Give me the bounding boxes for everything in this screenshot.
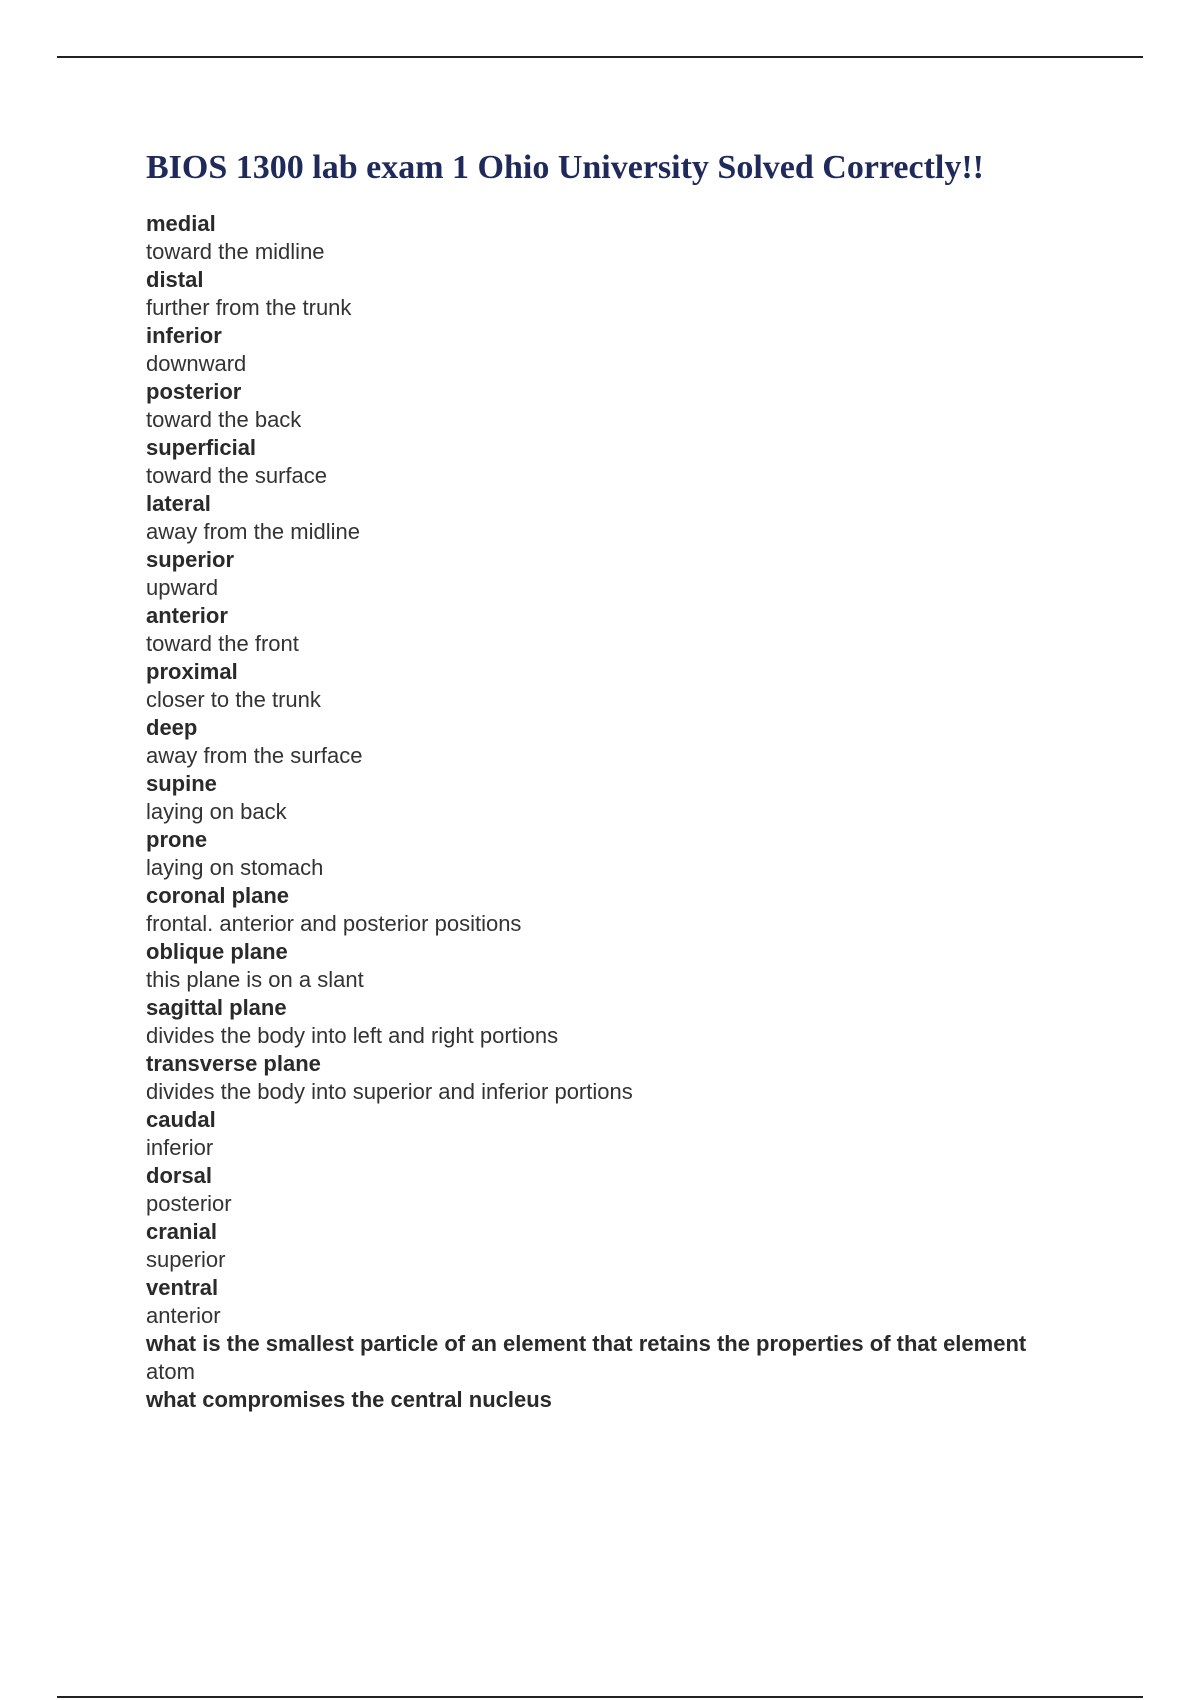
flashcard-entry [146,546,1076,602]
flashcard-entry [146,1386,1076,1414]
definition: away from the midline [146,519,360,544]
term: lateral [146,491,211,516]
definition: laying on stomach [146,855,324,880]
document-title: BIOS 1300 lab exam 1 Ohio University Solved Correctly!! [146,149,984,186]
flashcard-entry [146,266,1076,322]
flashcard-entry [146,210,1076,266]
flashcard-entry [146,322,1076,378]
definition: divides the body into left and right portions [146,1023,559,1048]
flashcard-entry [146,1218,1076,1274]
flashcard-entry [146,770,1076,826]
term: anterior [146,603,228,628]
definition: this plane is on a slant [146,967,364,992]
definition: further from the trunk [146,295,352,320]
definition: upward [146,575,219,600]
term: ventral [146,1275,219,1300]
definition: posterior [146,1191,232,1216]
header-rule [57,56,1143,58]
term: superior [146,547,235,572]
flashcard-entry [146,658,1076,714]
term: caudal [146,1107,216,1132]
definition: frontal. anterior and posterior positions [146,911,522,936]
term: posterior [146,379,242,404]
flashcard-entry [146,938,1076,994]
definition: superior [146,1247,226,1272]
term: distal [146,267,204,292]
definition: toward the midline [146,239,325,264]
definition: atom [146,1359,195,1384]
term: cranial [146,1219,217,1244]
definition: toward the surface [146,463,327,488]
definition: toward the front [146,631,299,656]
term: supine [146,771,217,796]
flashcard-entry [146,882,1076,938]
flashcard-entry [146,378,1076,434]
document-body [146,146,1076,1414]
term: proximal [146,659,238,684]
term: prone [146,827,208,852]
definition: divides the body into superior and inferior portions [146,1079,633,1104]
term: inferior [146,323,222,348]
flashcard-entry [146,1050,1076,1106]
term: medial [146,211,216,236]
term: dorsal [146,1163,213,1188]
flashcard-entry [146,1162,1076,1218]
definition: away from the surface [146,743,363,768]
definition: downward [146,351,247,376]
definition: inferior [146,1135,214,1160]
definition: laying on back [146,799,287,824]
flashcard-entry [146,1274,1076,1330]
definition: anterior [146,1303,221,1328]
term: superficial [146,435,257,460]
term: what compromises the central nucleus [146,1387,552,1412]
term: oblique plane [146,939,288,964]
term: deep [146,715,198,740]
flashcard-entry [146,714,1076,770]
flashcard-entry [146,1106,1076,1162]
term: transverse plane [146,1051,321,1076]
flashcard-entry [146,826,1076,882]
term: sagittal plane [146,995,287,1020]
footer-rule [57,1696,1143,1698]
flashcard-entry [146,490,1076,546]
term: what is the smallest particle of an element that retains the properties of that element [146,1331,1027,1356]
flashcard-entry [146,994,1076,1050]
definition: closer to the trunk [146,687,321,712]
definition: toward the back [146,407,302,432]
flashcard-list [146,210,1076,1414]
term: coronal plane [146,883,290,908]
flashcard-entry [146,602,1076,658]
flashcard-entry [146,434,1076,490]
flashcard-entry [146,1330,1076,1386]
